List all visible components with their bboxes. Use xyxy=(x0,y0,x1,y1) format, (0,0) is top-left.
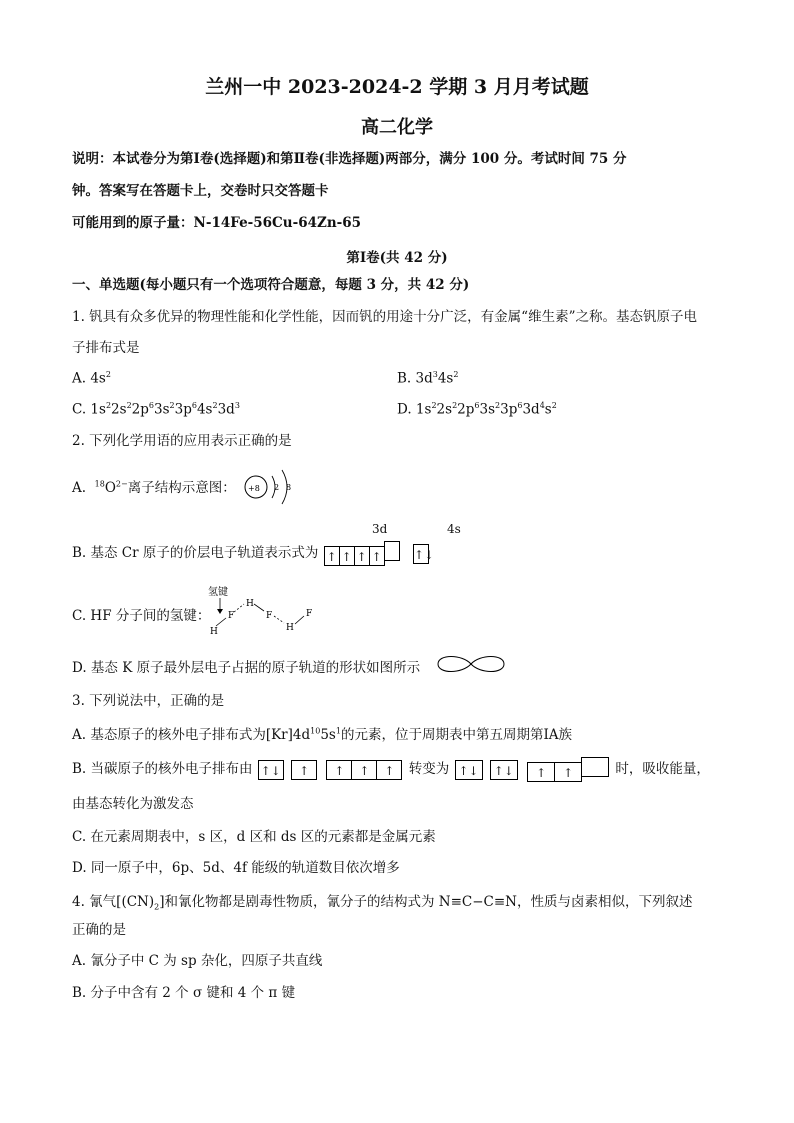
q2-option-a: A. $^{18}O^{2-}$离子结构示意图： xyxy=(72,479,236,496)
svg-text:2: 2 xyxy=(274,483,280,492)
q1-option-b: B. $3d^34s^2$ xyxy=(397,370,459,387)
q1-option-d: D. $1s^22s^22p^63s^23p^63d^4s^2$ xyxy=(397,401,557,418)
q4-option-b: B. 分子中含有 2 个 σ 键和 4 个 π 键 xyxy=(72,985,296,1001)
instructions-line-2: 钟。答案写在答题卡上，交卷时只交答题卡 xyxy=(72,183,329,199)
q1-stem-line-1: 1. 钒具有众多优异的物理性能和化学性能，因而钒的用途十分广泛，有金属“维生素”之称。基态钒原子电 xyxy=(72,309,697,325)
q1-option-a: A. $4s^2$ xyxy=(72,370,111,387)
q1-option-c: C. $1s^22s^22p^63s^23p^64s^23d^3$ xyxy=(72,401,240,418)
q4-stem-line-1: 4. 氰气$[(CN)_2]$和氰化物都是剧毒性物质，氰分子的结构式为 N≡C−C≡N，性质与卤素相似，下列叙述 xyxy=(72,894,693,912)
carbon-config-2p: ↑ ↑ ↑ xyxy=(327,760,402,780)
carbon-config2-1s: ↑↓ xyxy=(456,760,483,780)
svg-text:H: H xyxy=(210,627,218,637)
q2-option-d: D. 基态 K 原子最外层电子占据的原子轨道的形状如图所示 xyxy=(72,660,421,676)
volume-heading: 第Ⅰ卷(共 42 分) xyxy=(346,250,448,266)
carbon-config-2s: ↑ xyxy=(292,760,317,780)
q3-stem: 3. 下列说法中，正确的是 xyxy=(72,693,225,709)
q3-option-b: B. 当碳原子的核外电子排布由 ↑↓ ↑ ↑ ↑ ↑ 转变为 ↑↓ ↑↓ ↑ ↑ 时，吸收能量， xyxy=(72,757,710,782)
exam-subtitle: 高二化学 xyxy=(361,117,433,138)
svg-text:+8: +8 xyxy=(248,484,260,493)
p-orbital-shape-icon xyxy=(434,652,508,676)
svg-text:H: H xyxy=(286,623,294,633)
section-heading: 一、单选题(每小题只有一个选项符合题意，每题 3 分，共 42 分) xyxy=(72,277,470,293)
svg-text:8: 8 xyxy=(286,483,292,492)
q2-b-3d-label: 3d xyxy=(372,522,388,536)
orbital-4s-group: ↑↓ xyxy=(414,544,429,564)
atomic-mass-line: 可能用到的原子量：N-14Fe-56Cu-64Zn-65 xyxy=(72,215,362,231)
svg-text:F: F xyxy=(266,611,273,621)
q4-stem-line-2: 正确的是 xyxy=(72,922,126,938)
carbon-config2-2s: ↑↓ xyxy=(491,760,518,780)
q3-option-a: A. 基态原子的核外电子排布式为$[Kr]4d^{10}5s^1$的元素，位于周期表中第五周期第ⅠA族 xyxy=(72,726,573,743)
q2-b-4s-label: 4s xyxy=(447,522,461,536)
q1-stem-line-2: 子排布式是 xyxy=(72,340,140,356)
q3-option-b-line-2: 由基态转化为激发态 xyxy=(72,796,194,812)
instructions-line-1: 说明：本试卷分为第Ⅰ卷(选择题)和第Ⅱ卷(非选择题)两部分，满分 100 分。考试时间 75 分 xyxy=(72,151,627,167)
svg-text:F: F xyxy=(306,609,313,619)
hf-hydrogen-bond-diagram xyxy=(200,584,330,640)
carbon-config2-2p: ↑ ↑ xyxy=(528,757,609,782)
exam-title: 兰州一中 2023-2024-2 学期 3 月月考试题 xyxy=(205,76,589,98)
svg-text:H: H xyxy=(246,599,254,609)
svg-text:F: F xyxy=(228,611,235,621)
carbon-config-1s: ↑↓ xyxy=(259,760,284,780)
q2-stem: 2. 下列化学用语的应用表示正确的是 xyxy=(72,433,292,449)
q3-option-c: C. 在元素周期表中，s 区，d 区和 ds 区的元素都是金属元素 xyxy=(72,829,436,845)
q3-option-d: D. 同一原子中，6p、5d、4f 能级的轨道数目依次增多 xyxy=(72,860,400,876)
orbital-3d-group: ↑ ↑ ↑ ↑ xyxy=(325,541,400,566)
hydrogen-bond-label: 氢键 xyxy=(208,587,228,598)
q4-option-a: A. 氰分子中 C 为 sp 杂化，四原子共直线 xyxy=(72,953,323,969)
q2-option-b: B. 基态 Cr 原子的价层电子轨道表示式为 ↑ ↑ ↑ ↑ ↑↓ xyxy=(72,541,431,566)
q2-option-c: C. HF 分子间的氢键： xyxy=(72,608,211,624)
ion-structure-diagram xyxy=(242,466,302,508)
